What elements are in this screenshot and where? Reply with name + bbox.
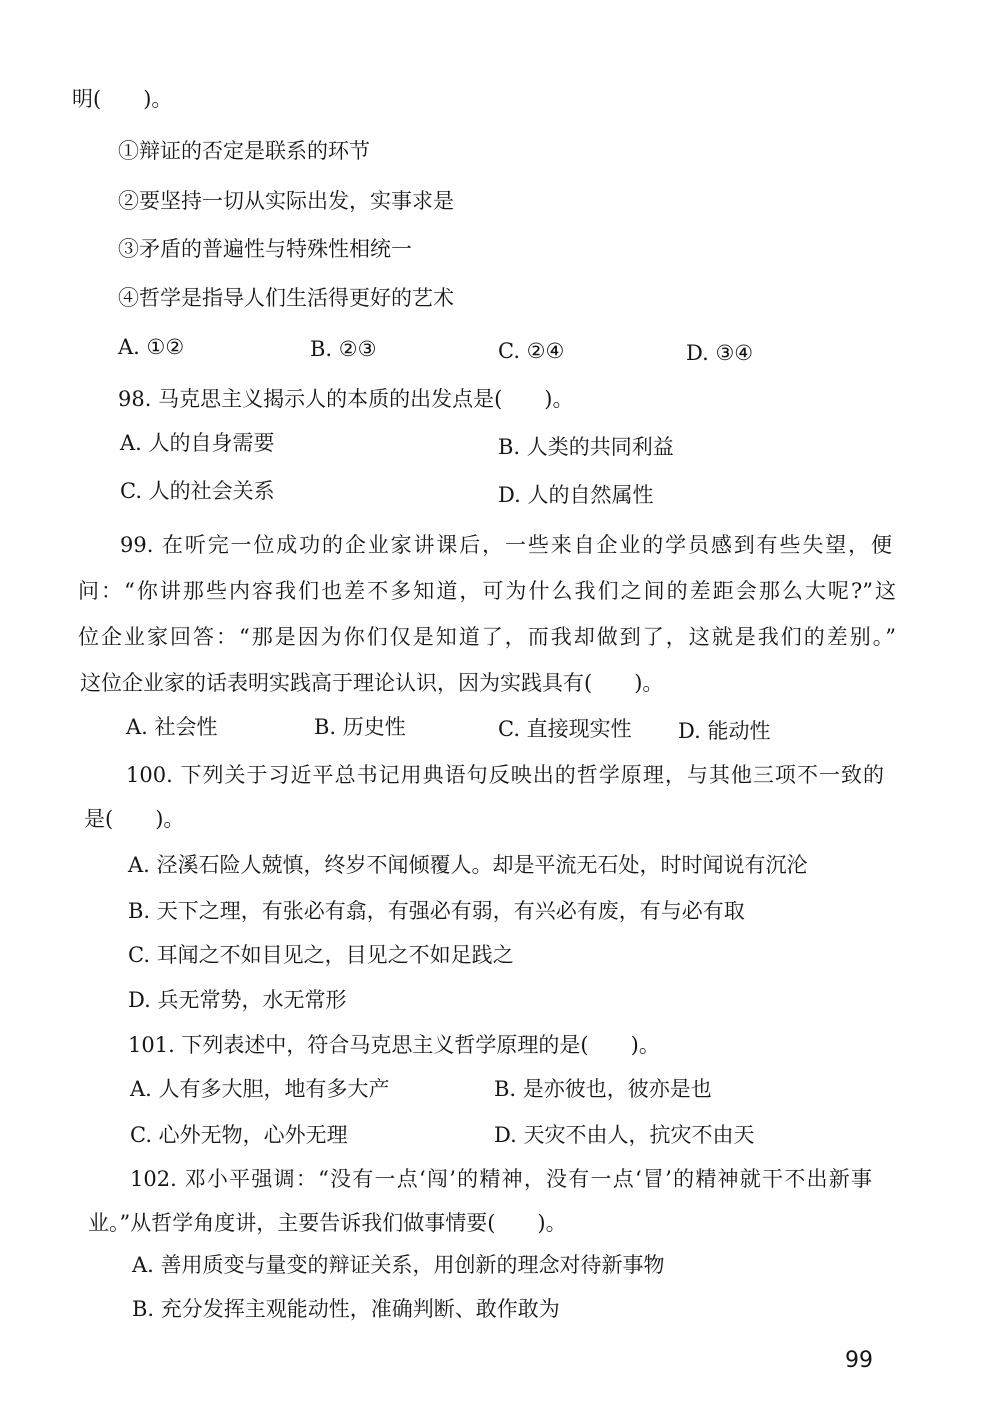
q97-statement-3: ③矛盾的普遍性与特殊性相统一 xyxy=(118,237,412,261)
q102-stem-line-2: 业。”从哲学角度讲，主要告诉我们做事情要( )。 xyxy=(88,1211,567,1235)
q99-option-d: D. 能动性 xyxy=(678,719,771,743)
q102-stem-line-1: 102. 邓小平强调：“没有一点‘闯’的精神，没有一点‘冒’的精神就干不出新事 xyxy=(130,1167,872,1191)
q97-statement-4: ④哲学是指导人们生活得更好的艺术 xyxy=(118,286,454,310)
q98-option-b: B. 人类的共同利益 xyxy=(498,435,674,459)
q97-statement-2: ②要坚持一切从实际出发，实事求是 xyxy=(118,189,454,213)
q97-stem-tail: 明( )。 xyxy=(72,87,173,111)
q102-option-a: A. 善用质变与量变的辩证关系，用创新的理念对待新事物 xyxy=(132,1253,665,1277)
q100-option-a: A. 泾溪石险人兢慎，终岁不闻倾覆人。却是平流无石处，时时闻说有沉沦 xyxy=(128,853,808,877)
q100-stem-line-2: 是( )。 xyxy=(84,807,185,831)
q100-option-d: D. 兵无常势，水无常形 xyxy=(128,988,347,1012)
q97-option-c: C. ②④ xyxy=(498,339,565,363)
q101-option-d: D. 天灾不由人，抗灾不由天 xyxy=(494,1123,755,1147)
q97-option-a: A. ①② xyxy=(118,335,185,359)
q97-option-b: B. ②③ xyxy=(310,337,377,361)
q101-option-c: C. 心外无物，心外无理 xyxy=(130,1123,348,1147)
q101-stem: 101. 下列表述中，符合马克思主义哲学原理的是( )。 xyxy=(128,1033,660,1057)
q100-option-c: C. 耳闻之不如目见之，目见之不如足践之 xyxy=(128,943,514,967)
q99-stem-line-3: 位企业家回答：“那是因为你们仅是知道了，而我却做到了，这就是我们的差别。” xyxy=(78,625,896,649)
q99-option-a: A. 社会性 xyxy=(126,715,218,739)
q99-stem-line-2: 问：“你讲那些内容我们也差不多知道，可为什么我们之间的差距会那么大呢?”这 xyxy=(78,579,896,603)
q99-option-c: C. 直接现实性 xyxy=(498,717,632,741)
page-number: 99 xyxy=(845,1348,873,1373)
q100-stem-line-1: 100. 下列关于习近平总书记用典语句反映出的哲学原理，与其他三项不一致的 xyxy=(126,763,884,787)
q99-option-b: B. 历史性 xyxy=(314,715,406,739)
q98-stem: 98. 马克思主义揭示人的本质的出发点是( )。 xyxy=(118,387,574,411)
q100-option-b: B. 天下之理，有张必有翕，有强必有弱，有兴必有废，有与必有取 xyxy=(128,899,745,923)
q101-option-a: A. 人有多大胆，地有多大产 xyxy=(130,1077,390,1101)
q98-option-c: C. 人的社会关系 xyxy=(120,479,275,503)
q97-statement-1: ①辩证的否定是联系的环节 xyxy=(118,139,370,163)
q99-stem-line-4: 这位企业家的话表明实践高于理论认识，因为实践具有( )。 xyxy=(80,671,664,695)
q99-stem-line-1: 99. 在听完一位成功的企业家讲课后，一些来自企业的学员感到有些失望，便 xyxy=(120,533,892,557)
q102-option-b: B. 充分发挥主观能动性，准确判断、敢作敢为 xyxy=(132,1297,560,1321)
q98-option-a: A. 人的自身需要 xyxy=(120,431,275,455)
q101-option-b: B. 是亦彼也，彼亦是也 xyxy=(494,1077,712,1101)
q98-option-d: D. 人的自然属性 xyxy=(498,483,654,507)
q97-option-d: D. ③④ xyxy=(686,341,754,365)
